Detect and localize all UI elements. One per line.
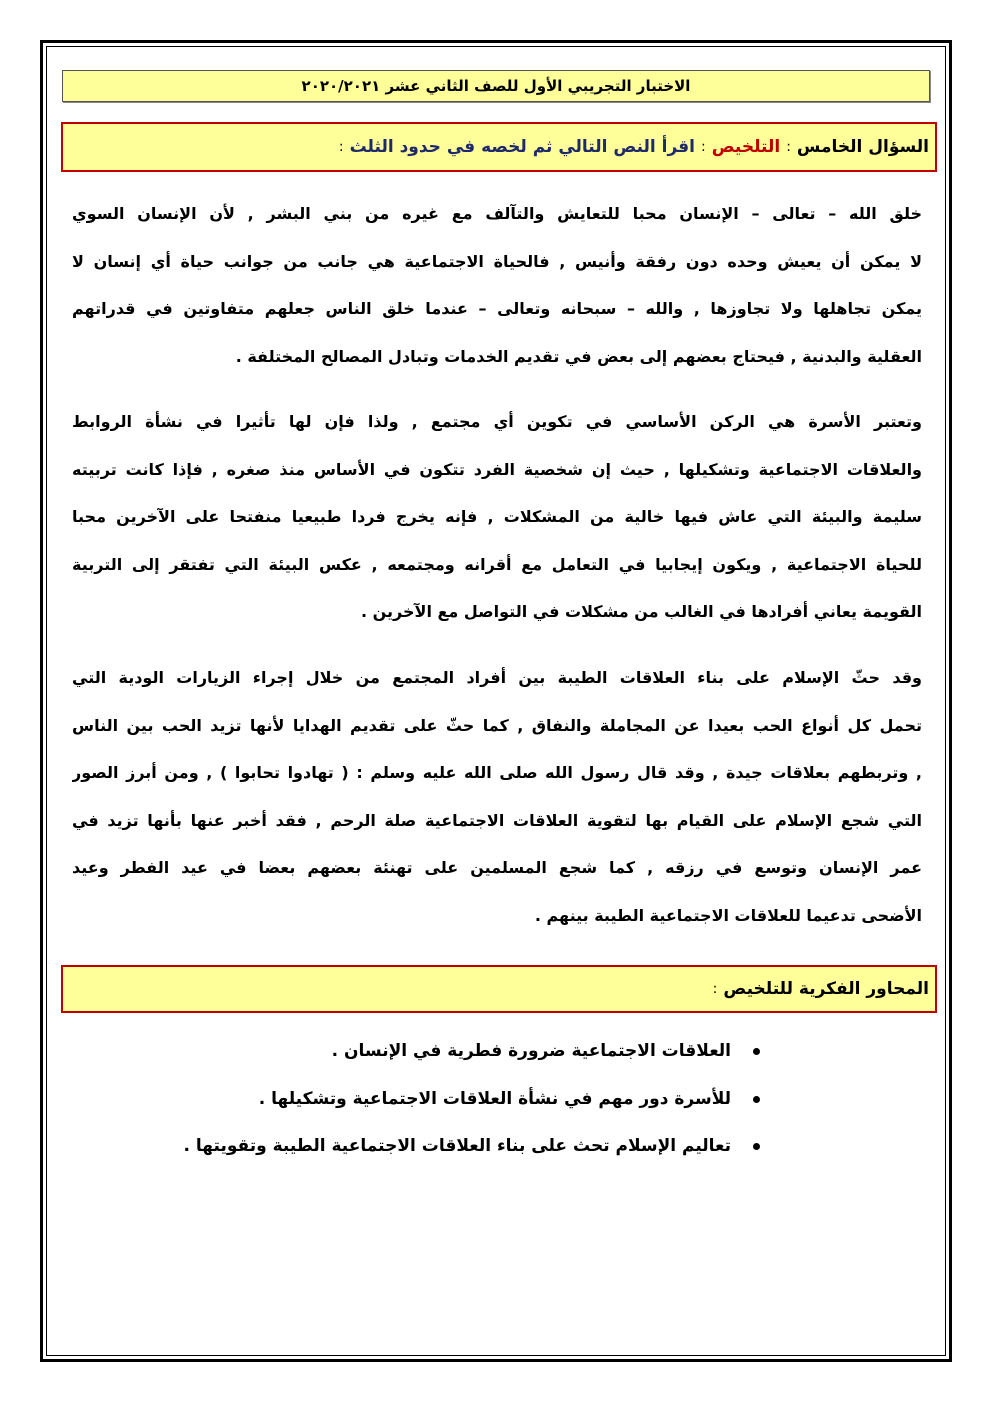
list-item	[120, 1076, 760, 1124]
exam-title	[62, 70, 930, 102]
list-item	[120, 1123, 760, 1171]
passage-line: وقد حثّ الإسلام على بناء العلاقات الطيبة بين أفراد المجتمع من خلال إجراء الزيارات الودية التي	[72, 668, 922, 687]
bullet-icon	[753, 1096, 760, 1103]
list-item	[120, 1028, 760, 1076]
separator: :	[338, 139, 344, 155]
separator: :	[701, 139, 706, 155]
ideas-header	[61, 965, 937, 1013]
passage-line: خلق الله – تعالى – الإنسان محبا للتعايش والتآلف مع غيره من بني البشر , لأن الإنسان السوي	[72, 204, 922, 223]
exam-title-text: الاختبار التجريبي الأول للصف الثاني عشر ٢٠٢٠/٢٠٢١	[301, 77, 691, 95]
ideas-list	[120, 1028, 760, 1171]
ideas-heading: المحاور الفكرية للتلخيص	[723, 979, 929, 999]
separator: :	[786, 139, 791, 155]
passage-paragraph-1	[72, 190, 922, 380]
bullet-icon	[753, 1143, 760, 1150]
passage-line: عمر الإنسان وتوسع في رزقه , كما شجع المسلمين على تهنئة بعضهم بعضا في عيد الفطر وعيد	[72, 858, 922, 877]
passage-line: تحمل كل أنواع الحب بعيدا عن المجاملة والنفاق , كما حثّ على تقديم الهدايا لأنها تزيد الحب بين الناس	[72, 715, 922, 735]
passage-paragraph-3	[72, 654, 922, 939]
passage-line: يمكن تجاهلها ولا تجاوزها , والله – سبحانه وتعالى – عندما خلق الناس جعلهم متفاوتين في قدراتهم	[72, 299, 922, 318]
passage-line: الأضحى تدعيما للعلاقات الاجتماعية الطيبة بينهم .	[534, 905, 922, 925]
separator: :	[712, 981, 718, 997]
passage-line: القويمة يعاني أفرادها في الغالب من مشكلات في التواصل مع الآخرين .	[360, 602, 922, 621]
passage-line: التي شجع الإسلام على القيام بها لتقوية العلاقات الاجتماعية صلة الرحم , فقد أخبر عنها بأنها تزيد في	[72, 810, 922, 830]
bullet-icon	[753, 1048, 760, 1055]
passage-line: , وتربطهم بعلاقات جيدة , وقد قال رسول الله صلى الله عليه وسلم : ( تهادوا تحابوا ) , ومن أبرز الصور	[72, 763, 922, 782]
passage-line: والعلاقات الاجتماعية وتشكيلها , حيث إن شخصية الفرد تتكون في الأساس منذ صغره , فإذا كانت تربيته	[72, 459, 922, 479]
passage-line: وتعتبر الأسرة هي الركن الأساسي في تكوين أي مجتمع , ولذا فإن لها تأثيرا في نشأة الروابط	[72, 412, 922, 431]
question-topic: التلخيص	[711, 137, 781, 157]
passage-line: لا يمكن أن يعيش وحده دون رفقة وأنيس , فالحياة الاجتماعية هي جانب من جوانب حياة أي إنسان لا	[72, 251, 922, 271]
passage-line: العقلية والبدنية , فيحتاج بعضهم إلى بعض في تقديم الخدمات وتبادل المصالح المختلفة .	[235, 346, 922, 366]
question-number: السؤال الخامس	[796, 137, 929, 157]
idea-text: للأسرة دور مهم في نشأة العلاقات الاجتماعية وتشكيلها .	[258, 1088, 731, 1109]
question-header	[61, 122, 937, 172]
passage-paragraph-2	[72, 398, 922, 636]
idea-text: العلاقات الاجتماعية ضرورة فطرية في الإنسان .	[331, 1041, 731, 1061]
question-instruction: اقرأ النص التالي ثم لخصه في حدود الثلث	[349, 137, 695, 157]
passage-line: للحياة الاجتماعية , ويكون إيجابيا في التعامل مع أقرانه ومجتمعه , عكس البيئة التي تفتقر إلى التربية	[72, 554, 922, 574]
passage-line: سليمة والبيئة التي عاش فيها خالية من المشكلات , فإنه يخرج فردا طبيعيا منفتحا على الآخرين محبا	[72, 507, 922, 526]
idea-text: تعاليم الإسلام تحث على بناء العلاقات الاجتماعية الطيبة وتقويتها .	[183, 1136, 731, 1156]
